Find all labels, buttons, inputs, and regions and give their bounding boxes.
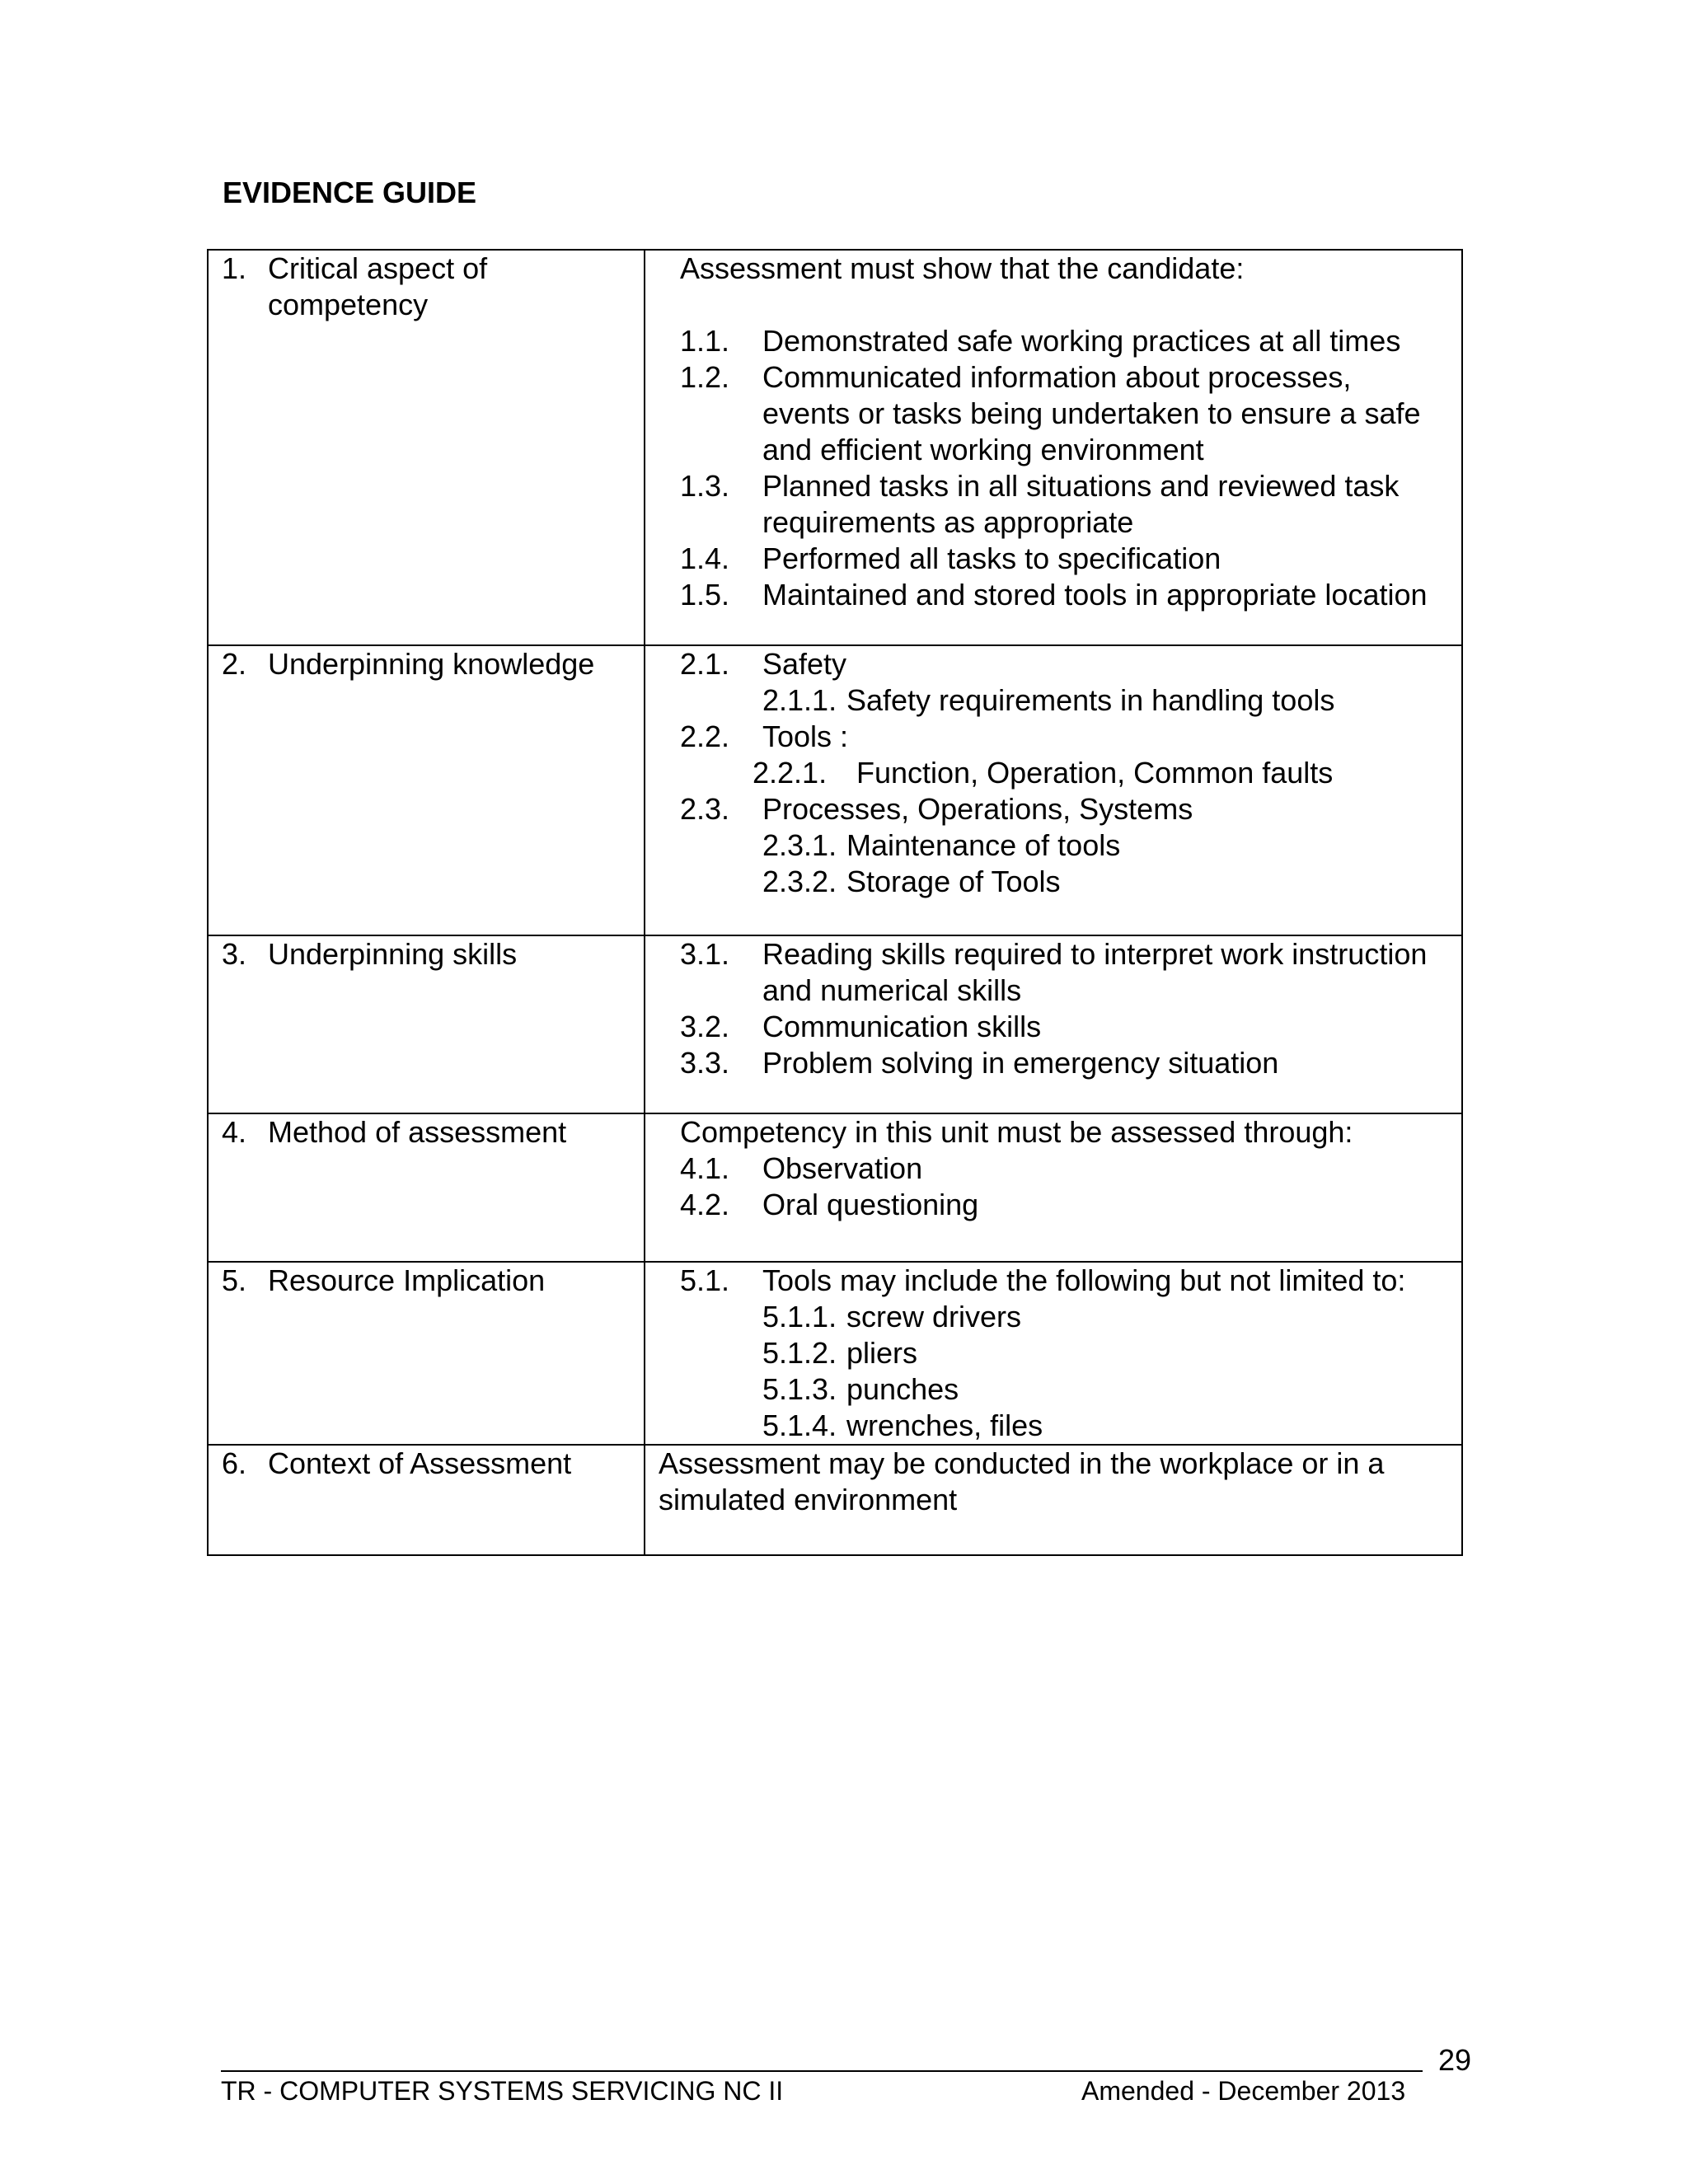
row-content-cell — [645, 1262, 1462, 1445]
row-label: Critical aspect of competency — [268, 251, 488, 321]
row-text: Assessment may be conducted in the workplace or in a simulated environment — [659, 1446, 1385, 1516]
row-label: Underpinning knowledge — [268, 647, 595, 681]
row-number: 3. — [222, 937, 247, 971]
list-item: 1.3. Planned tasks in all situations and reviewed task requirements as appropriate — [680, 469, 1400, 539]
list-item: 4.1. Observation — [680, 1151, 923, 1185]
row-content-cell — [645, 645, 1462, 935]
row-label-cell — [208, 645, 645, 935]
list-item: 1.2. Communicated information about processes, events or tasks being undertaken to ensure a safe and efficient working environment — [680, 360, 1421, 466]
footer-amended-date: Amended - December 2013 — [1081, 2076, 1406, 2106]
footer-rule — [221, 2070, 1423, 2072]
list-item: 2.3. Processes, Operations, Systems — [680, 792, 1193, 826]
list-item: 3.3. Problem solving in emergency situation — [680, 1046, 1279, 1080]
row-label-cell — [208, 250, 645, 645]
row-label-cell — [208, 935, 645, 1113]
list-item: 3.2. Communication skills — [680, 1010, 1042, 1043]
page-title: EVIDENCE GUIDE — [223, 176, 477, 209]
table-row — [208, 1445, 1462, 1555]
table-row — [208, 645, 1462, 935]
row-label: Resource Implication — [268, 1263, 546, 1297]
row-label: Underpinning skills — [268, 937, 518, 971]
row-content-cell — [645, 250, 1462, 645]
list-item: 1.4. Performed all tasks to specification — [680, 541, 1221, 575]
row-intro: Assessment must show that the candidate: — [680, 251, 1245, 285]
list-item: 2.3.2. Storage of Tools — [762, 865, 1061, 898]
list-item: 4.2. Oral questioning — [680, 1188, 979, 1221]
list-item: 5.1.4. wrenches, files — [762, 1408, 1043, 1442]
row-number: 5. — [222, 1263, 247, 1297]
list-item: 1.5. Maintained and stored tools in appropriate location — [680, 578, 1428, 612]
list-item: 5.1.2. pliers — [762, 1336, 918, 1370]
row-intro: Competency in this unit must be assessed through: — [680, 1115, 1353, 1149]
list-item: 5.1. Tools may include the following but not limited to: — [680, 1263, 1406, 1297]
row-label-cell — [208, 1262, 645, 1445]
table-row — [208, 935, 1462, 1113]
list-item: 5.1.1. screw drivers — [762, 1300, 1022, 1333]
row-label: Context of Assessment — [268, 1446, 572, 1480]
list-item: 2.1.1. Safety requirements in handling tools — [762, 683, 1335, 717]
list-item: 1.1. Demonstrated safe working practices at all times — [680, 324, 1401, 358]
table-row — [208, 1262, 1462, 1445]
row-label-cell — [208, 1445, 645, 1555]
row-label-cell — [208, 1113, 645, 1262]
list-item: 2.3.1. Maintenance of tools — [762, 828, 1121, 862]
row-number: 6. — [222, 1446, 247, 1480]
footer-document-title: TR - COMPUTER SYSTEMS SERVICING NC II — [221, 2076, 784, 2106]
list-item: 2.2.1. Function, Operation, Common faults — [753, 756, 1334, 790]
list-item: 2.1. Safety — [680, 647, 847, 681]
list-item: 5.1.3. punches — [762, 1372, 959, 1406]
row-content-cell — [645, 935, 1462, 1113]
page-number: 29 — [1438, 2043, 1472, 2077]
list-item: 2.2. Tools : — [680, 719, 849, 753]
table-row — [208, 250, 1462, 645]
row-content-cell — [645, 1445, 1462, 1555]
list-item: 3.1. Reading skills required to interpret work instruction and numerical skills — [680, 937, 1428, 1007]
row-label: Method of assessment — [268, 1115, 567, 1149]
table-row — [208, 1113, 1462, 1262]
row-number: 2. — [222, 647, 247, 681]
row-content-cell — [645, 1113, 1462, 1262]
evidence-guide-table — [207, 249, 1463, 1556]
row-number: 4. — [222, 1115, 247, 1149]
row-number: 1. — [222, 251, 247, 285]
